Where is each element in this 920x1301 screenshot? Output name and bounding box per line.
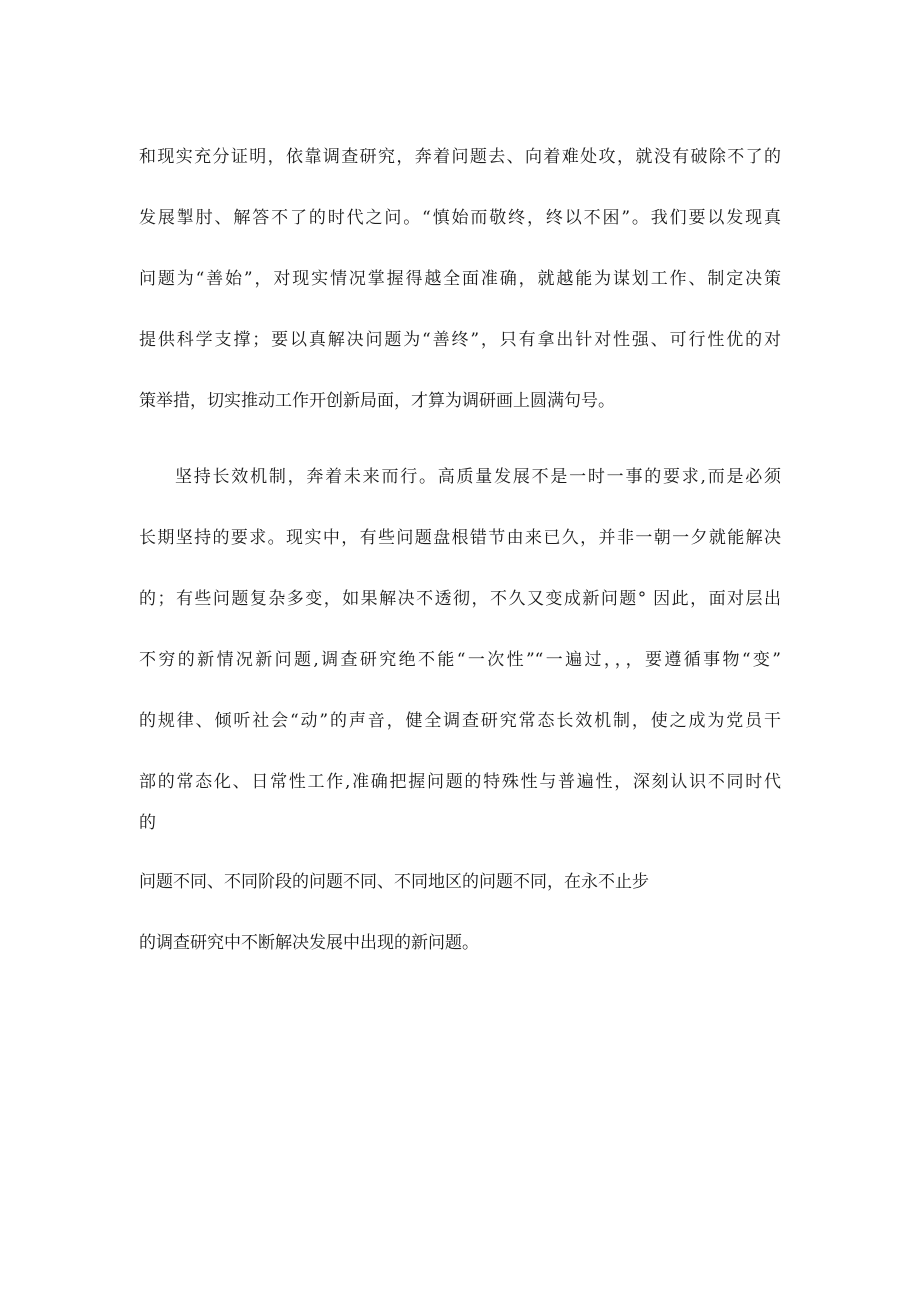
- paragraph-1-line-1: 和现实充分证明，依靠调查研究，奔着问题去、向着难处攻，就没有破除不了的: [139, 147, 781, 167]
- paragraph-2-line-4: 不穷的新情况新问题,调查研究绝不能“一次性”“一遍过，，，要遵循事物“变”: [139, 650, 781, 670]
- paragraph-2-line-1: 坚持长效机制，奔着未来而行。高质量发展不是一时一事的要求,而是必须: [175, 467, 781, 487]
- paragraph-1-line-4: 提供科学支撑；要以真解决问题为“善终”，只有拿出针对性强、可行性优的对: [139, 330, 781, 350]
- paragraph-2-line-8: 问题不同、不同阶段的问题不同、不同地区的问题不同，在永不止步: [139, 872, 649, 892]
- paragraph-2-line-7: 的: [139, 813, 156, 833]
- paragraph-2-line-9: 的调查研究中不断解决发展中出现的新问题。: [139, 933, 479, 953]
- paragraph-1-line-2: 发展掣肘、解答不了的时代之问。“慎始而敬终，终以不困”。我们要以发现真: [139, 208, 781, 228]
- paragraph-2-line-3: 的；有些问题复杂多变，如果解决不透彻，不久又变成新问题° 因此，面对层出: [139, 589, 781, 609]
- paragraph-2-line-2: 长期坚持的要求。现实中，有些问题盘根错节由来已久，并非一朝一夕就能解决: [139, 528, 781, 548]
- paragraph-1-line-3: 问题为“善始”，对现实情况掌握得越全面准确，就越能为谋划工作、制定决策: [139, 269, 781, 289]
- paragraph-2-line-6: 部的常态化、日常性工作,准确把握问题的特殊性与普遍性，深刻认识不同时代: [139, 772, 781, 792]
- paragraph-2-line-5: 的规律、倾听社会“动”的声音，健全调查研究常态长效机制，使之成为党员干: [139, 711, 781, 731]
- paragraph-1-line-5: 策举措，切实推动工作开创新局面，才算为调研画上圆满句号。: [139, 391, 615, 411]
